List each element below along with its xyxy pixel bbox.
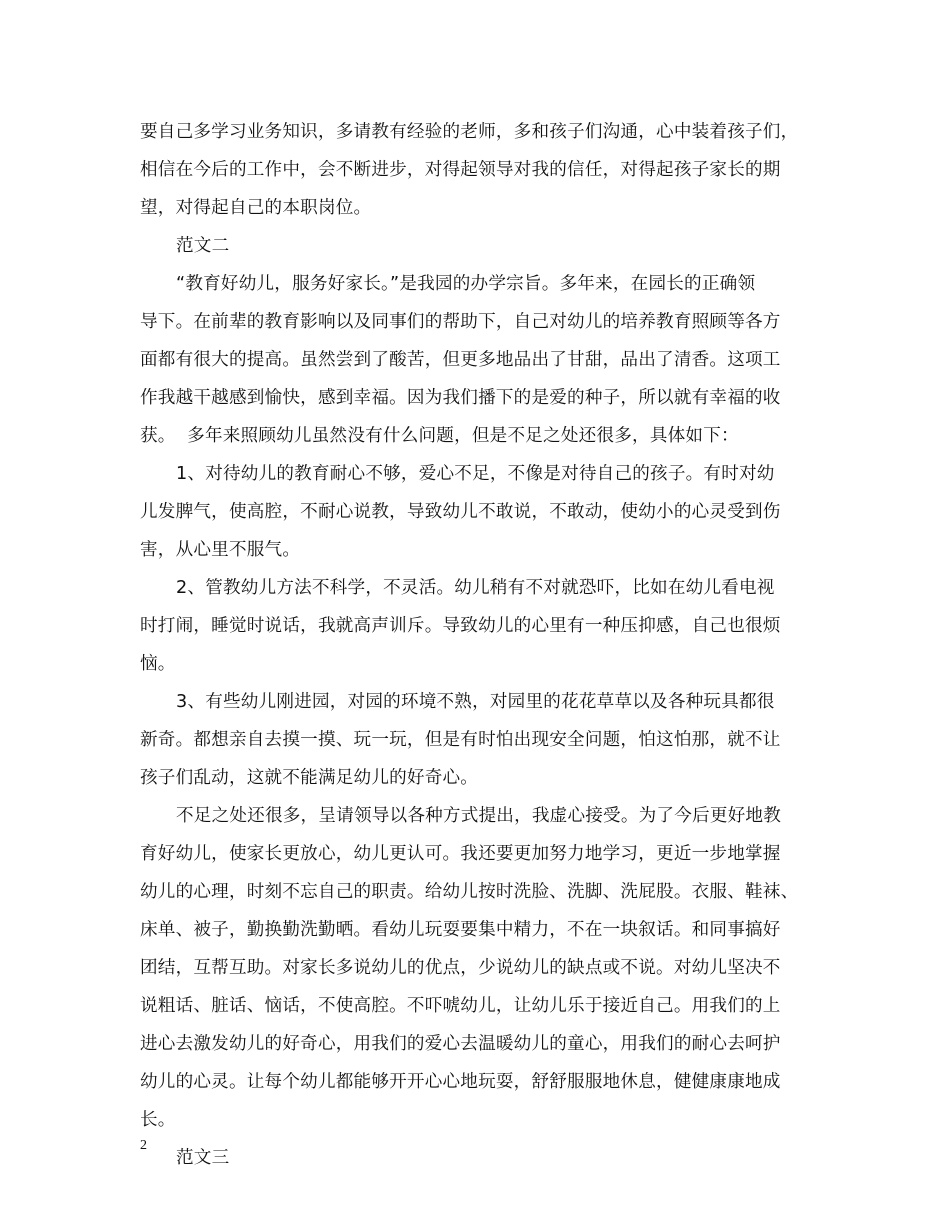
text-line: 不足之处还很多，呈请领导以各种方式提出，我虚心接受。为了今后更好地教 (176, 806, 781, 826)
section-heading: 范文二 (176, 236, 230, 256)
section-heading: 范文三 (176, 1148, 230, 1168)
text-line: 1、对待幼儿的教育耐心不够，爱心不足，不像是对待自己的孩子。有时对幼 (176, 464, 775, 484)
text-line: 害，从心里不服气。 (140, 540, 301, 560)
text-line: 要自己多学习业务知识，多请教有经验的老师，多和孩子们沟通，心中装着孩子们， (140, 122, 799, 142)
page-number: 2 (140, 1138, 147, 1153)
text-line: 恼。 (140, 654, 176, 674)
text-line: 儿发脾气，使高腔，不耐心说教，导致幼儿不敢说，不敢动，使幼小的心灵受到伤 (140, 502, 781, 522)
text-line: 望，对得起自己的本职岗位。 (140, 198, 372, 218)
text-line: 育好幼儿，使家长更放心，幼儿更认可。我还要更加努力地学习，更近一步地掌握 (140, 844, 781, 864)
text-line: 床单、被子，勤换勤洗勤晒。看幼儿玩耍要集中精力，不在一块叙话。和同事搞好 (140, 920, 781, 940)
text-line: 幼儿的心理，时刻不忘自己的职责。给幼儿按时洗脸、洗脚、洗屁股。衣服、鞋袜、 (140, 882, 799, 902)
text-line: 面都有很大的提高。虽然尝到了酸苦，但更多地品出了甘甜，品出了清香。这项工 (140, 350, 781, 370)
text-line: 幼儿的心灵。让每个幼儿都能够开开心心地玩耍，舒舒服服地休息，健健康康地成 (140, 1072, 781, 1092)
text-line: 说粗话、脏话、恼话，不使高腔。不吓唬幼儿，让幼儿乐于接近自己。用我们的上 (140, 996, 781, 1016)
text-line: 新奇。都想亲自去摸一摸、玩一玩，但是有时怕出现安全问题，怕这怕那，就不让 (140, 730, 781, 750)
text-line: 进心去激发幼儿的好奇心，用我们的爱心去温暖幼儿的童心，用我们的耐心去呵护 (140, 1034, 781, 1054)
text-line: 孩子们乱动，这就不能满足幼儿的好奇心。 (140, 768, 479, 788)
text-line: 团结，互帮互助。对家长多说幼儿的优点，少说幼儿的缺点或不说。对幼儿坚决不 (140, 958, 781, 978)
text-line: 时打闹，睡觉时说话，我就高声训斥。导致幼儿的心里有一种压抑感，自己也很烦 (140, 616, 781, 636)
text-line: 2、管教幼儿方法不科学，不灵活。幼儿稍有不对就恐吓，比如在幼儿看电视 (176, 578, 775, 598)
text-line: 导下。在前辈的教育影响以及同事们的帮助下，自己对幼儿的培养教育照顾等各方 (140, 312, 781, 332)
text-line: 获。 多年来照顾幼儿虽然没有什么问题，但是不足之处还很多，具体如下： (140, 426, 739, 446)
document-body (140, 113, 830, 1177)
text-line: 3、有些幼儿刚进园，对园的环境不熟，对园里的花花草草以及各种玩具都很 (176, 692, 775, 712)
text-line: 作我越干越感到愉快，感到幸福。因为我们播下的是爱的种子，所以就有幸福的收 (140, 388, 781, 408)
text-line: 相信在今后的工作中，会不断进步，对得起领导对我的信任，对得起孩子家长的期 (140, 160, 781, 180)
text-line: “教育好幼儿，服务好家长。”是我园的办学宗旨。多年来，在园长的正确领 (176, 274, 756, 294)
text-line: 长。 (140, 1110, 176, 1130)
